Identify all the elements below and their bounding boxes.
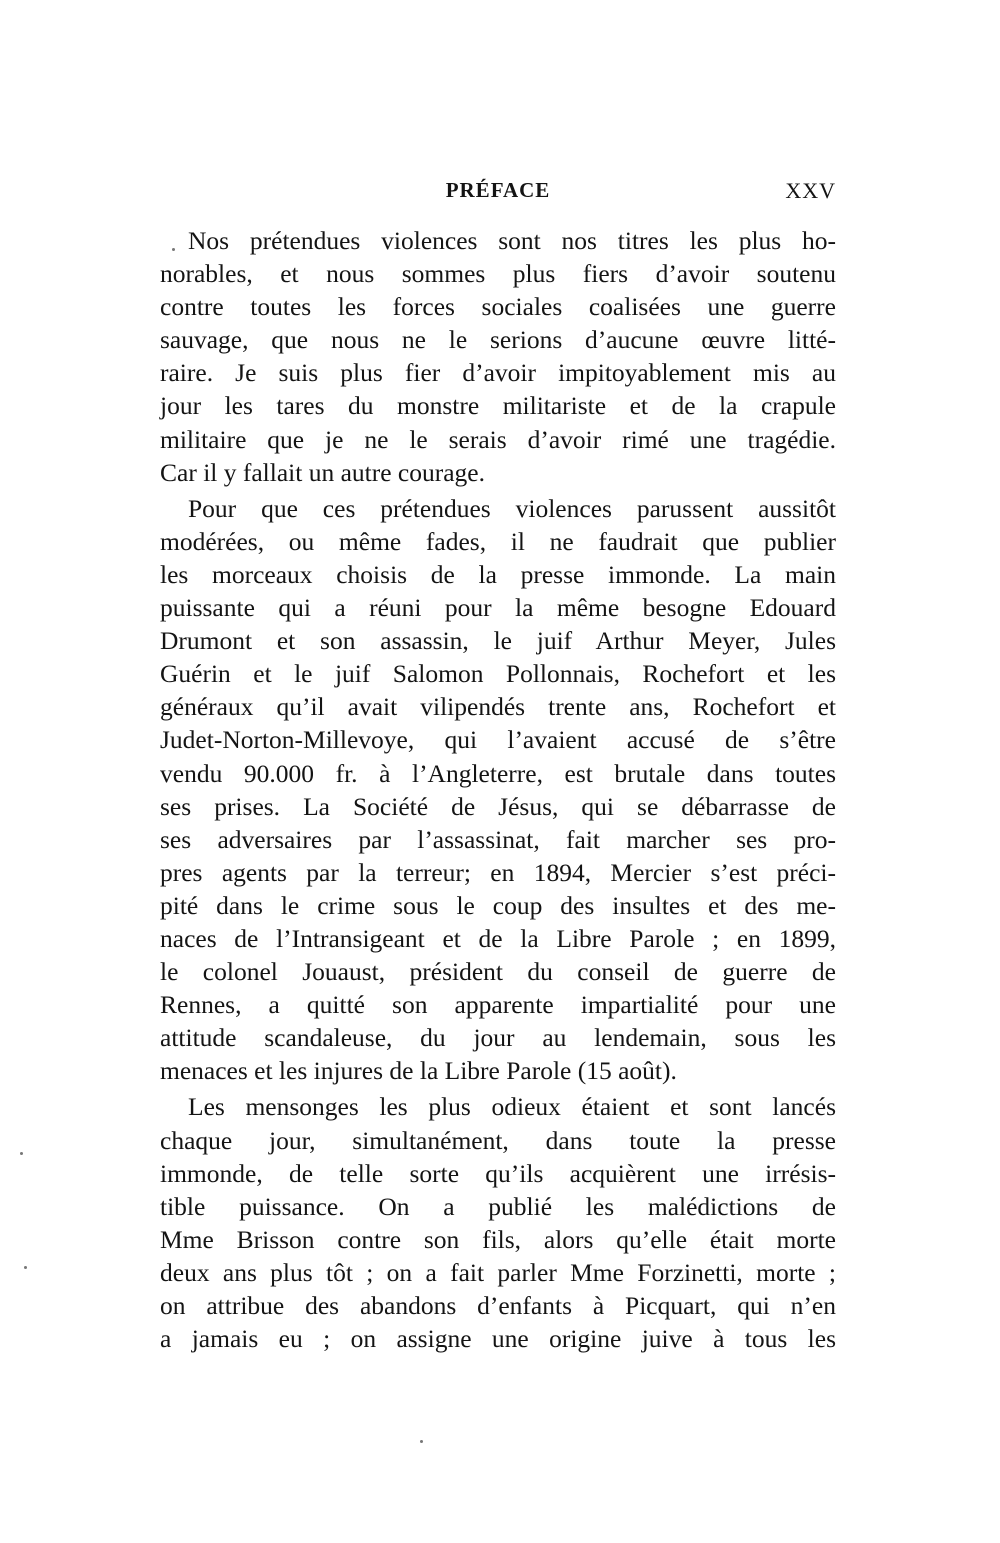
body-text (160, 224, 836, 1355)
paper-speck (20, 1152, 23, 1155)
text-line: modérées, ou même fades, il ne faudrait que publier (160, 526, 836, 556)
text-line: menaces et les injures de la Libre Parole (15 août). (160, 1056, 677, 1086)
paragraph-1 (160, 224, 836, 489)
page-number: XXV (785, 178, 836, 203)
text-line: chaque jour, simultanément, dans toute la presse (160, 1125, 836, 1155)
text-line: Les mensonges les plus odieux étaient et sont lancés (188, 1092, 836, 1122)
text-line: immonde, de telle sorte qu’ils acquièrent une irrésis- (160, 1158, 836, 1188)
text-line: Pour que ces prétendues violences parussent aussitôt (188, 493, 836, 523)
text-line: Nos prétendues violences sont nos titres les plus ho- (188, 226, 836, 255)
text-line: Car il y fallait un autre courage. (160, 457, 485, 487)
text-line: Guérin et le juif Salomon Pollonnais, Rochefort et les (160, 659, 836, 689)
paragraph-3 (160, 1090, 836, 1355)
text-line: naces de l’Intransigeant et de la Libre Parole ; en 1899, (160, 923, 836, 953)
paragraph-2 (160, 492, 836, 1088)
text-line: généraux qu’il avait vilipendés trente ans, Rochefort et (160, 692, 836, 722)
paper-speck (24, 1266, 27, 1269)
text-line: puissante qui a réuni pour la même besogne Edouard (160, 593, 836, 623)
text-line: norables, et nous sommes plus fiers d’avoir soutenu (160, 259, 836, 289)
text-line: pité dans le crime sous le coup des insultes et des me- (160, 890, 836, 920)
text-line: deux ans plus tôt ; on a fait parler Mme Forzinetti, morte ; (160, 1257, 836, 1287)
text-line: les morceaux choisis de la presse immonde. La main (160, 559, 836, 589)
text-line: ses prises. La Société de Jésus, qui se débarrasse de (160, 791, 836, 821)
text-line: Drumont et son assassin, le juif Arthur Meyer, Jules (160, 626, 836, 656)
text-line: sauvage, que nous ne le serions d’aucune œuvre litté- (160, 325, 836, 355)
text-line: Rennes, a quitté son apparente impartialité pour une (160, 990, 836, 1020)
text-line: ses adversaires par l’assassinat, fait marcher ses pro- (160, 824, 836, 854)
running-title: PRÉFACE (445, 178, 551, 202)
text-line: Judet-Norton-Millevoye, qui l’avaient accusé de s’être (160, 725, 836, 755)
paper-speck (172, 248, 175, 251)
paper-speck (420, 1440, 423, 1443)
running-head (160, 178, 836, 208)
text-line: on attribue des abandons d’enfants à Picquart, qui n’en (160, 1291, 836, 1320)
text-line: le colonel Jouaust, président du conseil de guerre de (160, 957, 836, 987)
text-line: jour les tares du monstre militariste et de la crapule (160, 391, 836, 421)
text-line: contre toutes les forces sociales coalisées une guerre (160, 292, 836, 322)
text-line: a jamais eu ; on assigne une origine juive à tous les (160, 1324, 836, 1354)
text-line: tible puissance. On a publié les malédictions de (160, 1191, 836, 1221)
text-line: pres agents par la terreur; en 1894, Mercier s’est préci- (160, 857, 836, 887)
text-line: attitude scandaleuse, du jour au lendemain, sous les (160, 1023, 836, 1053)
text-line: raire. Je suis plus fier d’avoir impitoyablement mis au (160, 358, 836, 388)
text-line: vendu 90.000 fr. à l’Angleterre, est brutale dans toutes (160, 758, 836, 788)
text-line: Mme Brisson contre son fils, alors qu’elle était morte (160, 1224, 836, 1254)
text-line: militaire que je ne le serais d’avoir rimé une tragédie. (160, 424, 836, 454)
